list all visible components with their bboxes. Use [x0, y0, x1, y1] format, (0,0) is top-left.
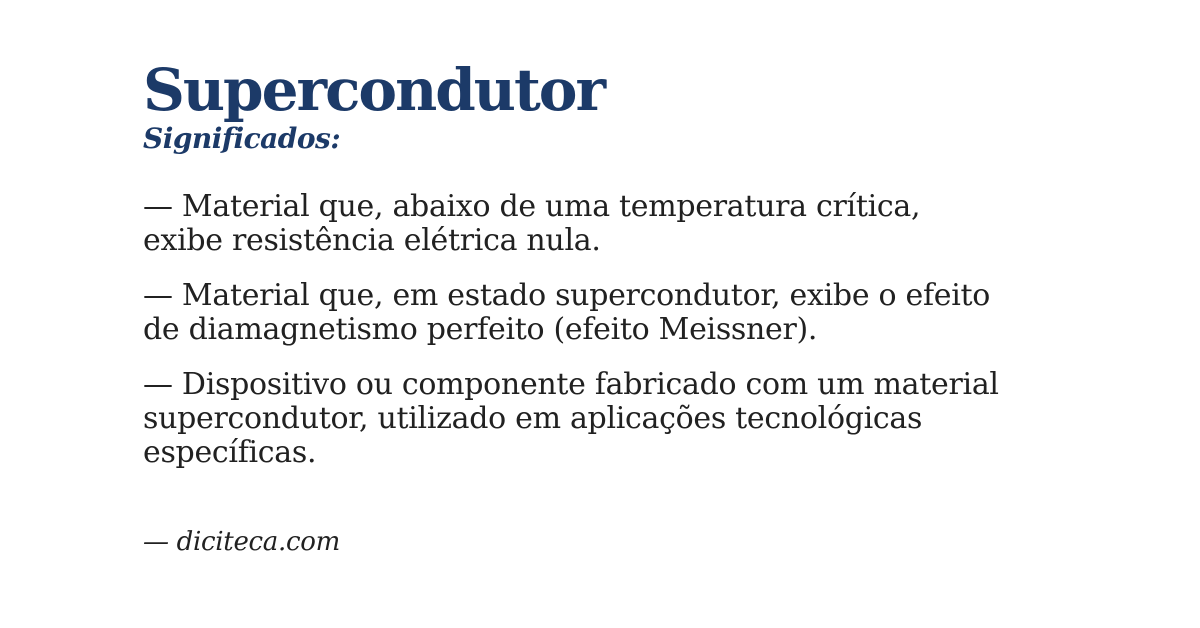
- meanings-subtitle: Significados:: [143, 122, 341, 155]
- source-attribution: — diciteca.com: [143, 527, 340, 557]
- definition-line: exibe resistência elétrica nula.: [143, 223, 601, 258]
- definition-item-2: [143, 279, 1140, 347]
- definitions-list: [143, 190, 1140, 470]
- definition-item-1: [143, 190, 1140, 258]
- definition-line: específicas.: [143, 435, 317, 470]
- definition-line: de diamagnetismo perfeito (efeito Meissner).: [143, 312, 818, 347]
- definition-line: — Material que, abaixo de uma temperatura crítica,: [143, 189, 921, 224]
- definition-line: supercondutor, utilizado em aplicações tecnológicas: [143, 401, 923, 436]
- definition-line: — Dispositivo ou componente fabricado com um material: [143, 367, 999, 402]
- definition-item-3: [143, 368, 1140, 470]
- page-title: Supercondutor: [143, 56, 604, 124]
- definition-line: — Material que, em estado supercondutor, exibe o efeito: [143, 278, 991, 313]
